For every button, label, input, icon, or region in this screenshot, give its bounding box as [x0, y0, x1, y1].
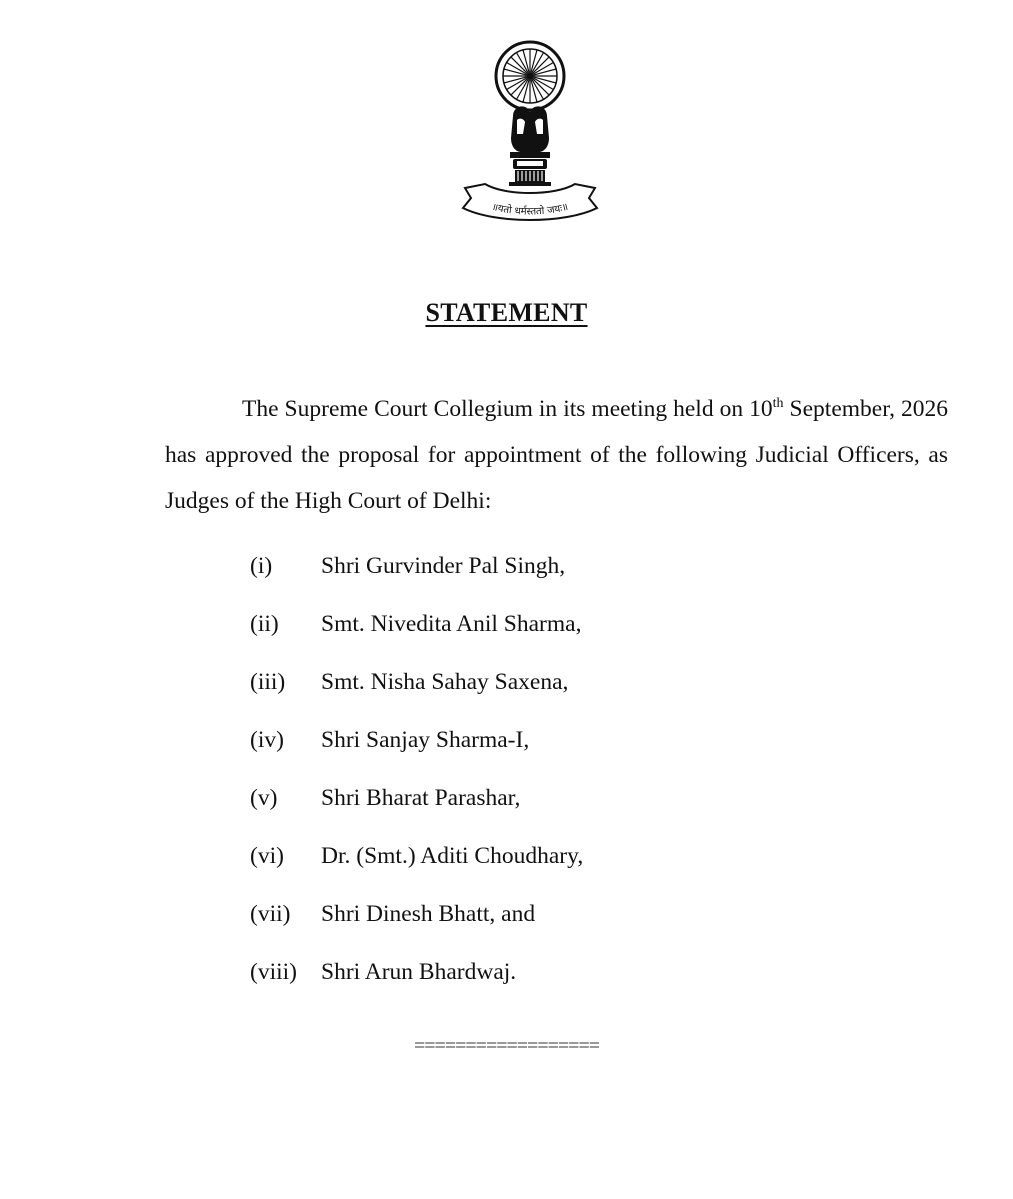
motto-text: ॥यतो धर्मस्ततो जयः॥: [490, 201, 570, 218]
statement-paragraph: [165, 386, 948, 524]
document-title: STATEMENT: [425, 298, 588, 327]
end-divider: ==================: [413, 1035, 600, 1057]
paragraph-text-start: The Supreme Court Collegium in its meeting held on 10: [242, 396, 773, 422]
list-item: [250, 959, 583, 1017]
item-name: Smt. Nivedita Anil Sharma,: [321, 611, 582, 637]
item-number: (vii): [250, 901, 291, 927]
item-name: Smt. Nisha Sahay Saxena,: [321, 669, 569, 695]
motto-ribbon: [463, 184, 597, 220]
item-name: Dr. (Smt.) Aditi Choudhary,: [321, 843, 584, 869]
item-name: Shri Dinesh Bhatt, and: [321, 901, 536, 927]
list-item: [250, 901, 583, 959]
paragraph-text-end: September, 2026 has approved the proposal for appointment of the following Judicial Officers, as Judges of the High Court of Delhi:: [165, 396, 948, 514]
item-name: Shri Sanjay Sharma-I,: [321, 727, 530, 753]
list-item: [250, 611, 583, 669]
list-item: [250, 785, 583, 843]
chakra-spoke: [533, 57, 549, 73]
list-item: [250, 669, 583, 727]
item-name: Shri Arun Bhardwaj.: [321, 959, 517, 985]
appointee-list: [250, 553, 583, 1017]
item-number: (vi): [250, 843, 284, 869]
lion-capital-icon: [509, 106, 551, 186]
list-item: [250, 553, 583, 611]
list-item: [250, 727, 583, 785]
ordinal-superscript: th: [772, 396, 784, 411]
item-name: Shri Gurvinder Pal Singh,: [321, 553, 566, 579]
item-name: Shri Bharat Parashar,: [321, 785, 521, 811]
item-number: (i): [250, 553, 273, 579]
item-number: (v): [250, 785, 278, 811]
chakra-spoke: [533, 79, 549, 95]
item-number: (iv): [250, 727, 284, 753]
supreme-court-emblem: [455, 38, 605, 223]
chakra-spoke: [511, 79, 527, 95]
dharma-chakra-icon: [496, 42, 564, 110]
item-number: (ii): [250, 611, 279, 637]
item-number: (viii): [250, 959, 297, 985]
chakra-spoke: [511, 57, 527, 73]
item-number: (iii): [250, 669, 286, 695]
list-item: [250, 843, 583, 901]
